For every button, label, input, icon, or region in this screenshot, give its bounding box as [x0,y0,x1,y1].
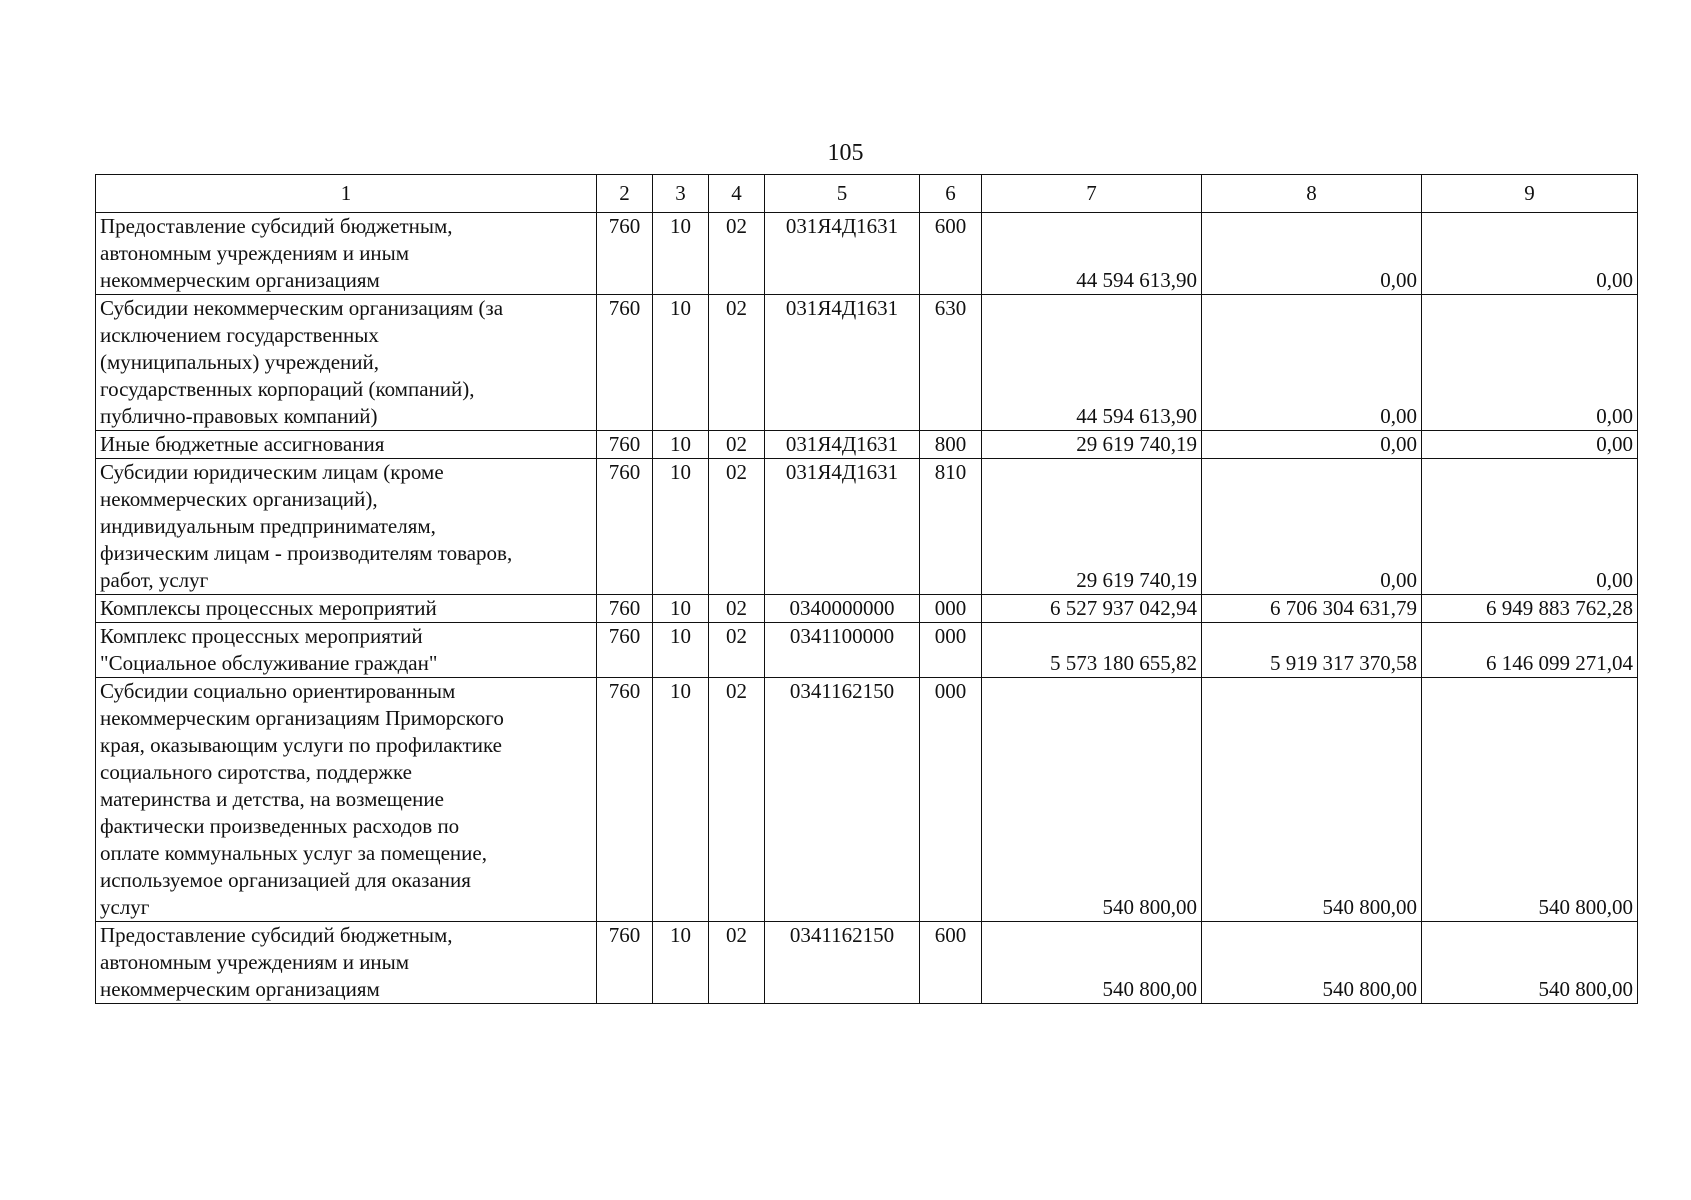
glava-cell: 760 [597,678,653,922]
glava-cell: 760 [597,431,653,459]
item-name-line: Комплекс процессных мероприятий [100,624,423,648]
razdel-cell: 10 [653,213,709,295]
amount-year3-cell: 0,00 [1422,213,1638,295]
target-article-cell: 031Я4Д1631 [765,295,920,431]
podrazdel-cell: 02 [709,295,765,431]
amount-year1-cell: 44 594 613,90 [982,213,1202,295]
header-cell-5: 5 [765,175,920,213]
expense-type-cell: 810 [920,459,982,595]
amount-year1-cell: 29 619 740,19 [982,459,1202,595]
glava-cell: 760 [597,623,653,678]
header-cell-9: 9 [1422,175,1638,213]
amount-year2-cell: 5 919 317 370,58 [1202,623,1422,678]
item-name-line: Комплексы процессных мероприятий [100,596,437,620]
header-row [96,175,1638,213]
amount-year3-cell: 0,00 [1422,431,1638,459]
item-name-line: материнства и детства, на возмещение [100,787,444,811]
table-row [96,922,1638,1004]
item-name-line: некоммерческим организациям [100,977,380,1001]
target-article-cell: 031Я4Д1631 [765,213,920,295]
expense-type-cell: 600 [920,922,982,1004]
expense-type-cell: 000 [920,678,982,922]
amount-year2-cell: 0,00 [1202,459,1422,595]
item-name-line: автономным учреждениям и иным [100,950,410,974]
amount-year2-cell: 0,00 [1202,295,1422,431]
header-cell-7: 7 [982,175,1202,213]
item-name-line: работ, услуг [100,568,209,592]
amount-year3-cell: 540 800,00 [1422,678,1638,922]
razdel-cell: 10 [653,922,709,1004]
item-name-line: фактически произведенных расходов по [100,814,460,838]
item-name-line: Субсидии некоммерческим организациям (за [100,296,504,320]
table-row [96,678,1638,922]
target-article-cell: 031Я4Д1631 [765,431,920,459]
item-name-line: Предоставление субсидий бюджетным, [100,923,453,947]
item-name-line: некоммерческим организациям [100,268,380,292]
amount-year2-cell: 540 800,00 [1202,678,1422,922]
header-cell-6: 6 [920,175,982,213]
expense-type-cell: 000 [920,623,982,678]
podrazdel-cell: 02 [709,459,765,595]
item-name-line: Субсидии юридическим лицам (кроме [100,460,444,484]
page-number: 105 [827,140,864,166]
table-row [96,431,1638,459]
header-cell-2: 2 [597,175,653,213]
table-row [96,623,1638,678]
amount-year3-cell: 6 146 099 271,04 [1422,623,1638,678]
item-name-line: услуг [100,895,150,919]
item-name-cell [96,295,597,431]
item-name-line: исключением государственных [100,323,379,347]
podrazdel-cell: 02 [709,623,765,678]
podrazdel-cell: 02 [709,213,765,295]
item-name-cell [96,678,597,922]
amount-year3-cell: 0,00 [1422,459,1638,595]
target-article-cell: 0340000000 [765,595,920,623]
expense-type-cell: 000 [920,595,982,623]
glava-cell: 760 [597,922,653,1004]
table-row [96,459,1638,595]
item-name-line: (муниципальных) учреждений, [100,350,379,374]
amount-year2-cell: 0,00 [1202,431,1422,459]
glava-cell: 760 [597,459,653,595]
item-name-line: Субсидии социально ориентированным [100,679,456,703]
item-name-line: некоммерческих организаций), [100,487,378,511]
razdel-cell: 10 [653,295,709,431]
header-cell-3: 3 [653,175,709,213]
expense-type-cell: 600 [920,213,982,295]
item-name-cell [96,459,597,595]
amount-year2-cell: 540 800,00 [1202,922,1422,1004]
amount-year1-cell: 540 800,00 [982,922,1202,1004]
header-cell-1: 1 [96,175,597,213]
item-name-line: используемое организацией для оказания [100,868,471,892]
amount-year3-cell: 6 949 883 762,28 [1422,595,1638,623]
amount-year2-cell: 0,00 [1202,213,1422,295]
amount-year3-cell: 540 800,00 [1422,922,1638,1004]
item-name-line: автономным учреждениям и иным [100,241,410,265]
amount-year1-cell: 6 527 937 042,94 [982,595,1202,623]
table-row [96,295,1638,431]
target-article-cell: 0341162150 [765,922,920,1004]
item-name-line: индивидуальным предпринимателям, [100,514,436,538]
item-name-line: Иные бюджетные ассигнования [100,432,385,456]
item-name-line: "Социальное обслуживание граждан" [100,651,438,675]
amount-year1-cell: 540 800,00 [982,678,1202,922]
item-name-line: публично-правовых компаний) [100,404,378,428]
glava-cell: 760 [597,295,653,431]
podrazdel-cell: 02 [709,431,765,459]
podrazdel-cell: 02 [709,922,765,1004]
amount-year1-cell: 29 619 740,19 [982,431,1202,459]
amount-year1-cell: 5 573 180 655,82 [982,623,1202,678]
target-article-cell: 0341100000 [765,623,920,678]
target-article-cell: 0341162150 [765,678,920,922]
amount-year1-cell: 44 594 613,90 [982,295,1202,431]
item-name-line: оплате коммунальных услуг за помещение, [100,841,487,865]
header-cell-4: 4 [709,175,765,213]
razdel-cell: 10 [653,459,709,595]
amount-year2-cell: 6 706 304 631,79 [1202,595,1422,623]
item-name-line: социального сиротства, поддержке [100,760,412,784]
item-name-cell [96,595,597,623]
razdel-cell: 10 [653,623,709,678]
table-row [96,595,1638,623]
razdel-cell: 10 [653,678,709,922]
glava-cell: 760 [597,595,653,623]
item-name-line: края, оказывающим услуги по профилактике [100,733,503,757]
amount-year3-cell: 0,00 [1422,295,1638,431]
item-name-cell [96,213,597,295]
podrazdel-cell: 02 [709,678,765,922]
budget-table [95,174,1638,1004]
item-name-cell [96,431,597,459]
glava-cell: 760 [597,213,653,295]
item-name-line: некоммерческим организациям Приморского [100,706,504,730]
header-cell-8: 8 [1202,175,1422,213]
item-name-cell [96,922,597,1004]
item-name-cell [96,623,597,678]
table-body [96,175,1638,1004]
expense-type-cell: 630 [920,295,982,431]
razdel-cell: 10 [653,431,709,459]
item-name-line: Предоставление субсидий бюджетным, [100,214,453,238]
podrazdel-cell: 02 [709,595,765,623]
item-name-line: физическим лицам - производителям товаров, [100,541,513,565]
table-row [96,213,1638,295]
razdel-cell: 10 [653,595,709,623]
target-article-cell: 031Я4Д1631 [765,459,920,595]
expense-type-cell: 800 [920,431,982,459]
item-name-line: государственных корпораций (компаний), [100,377,475,401]
